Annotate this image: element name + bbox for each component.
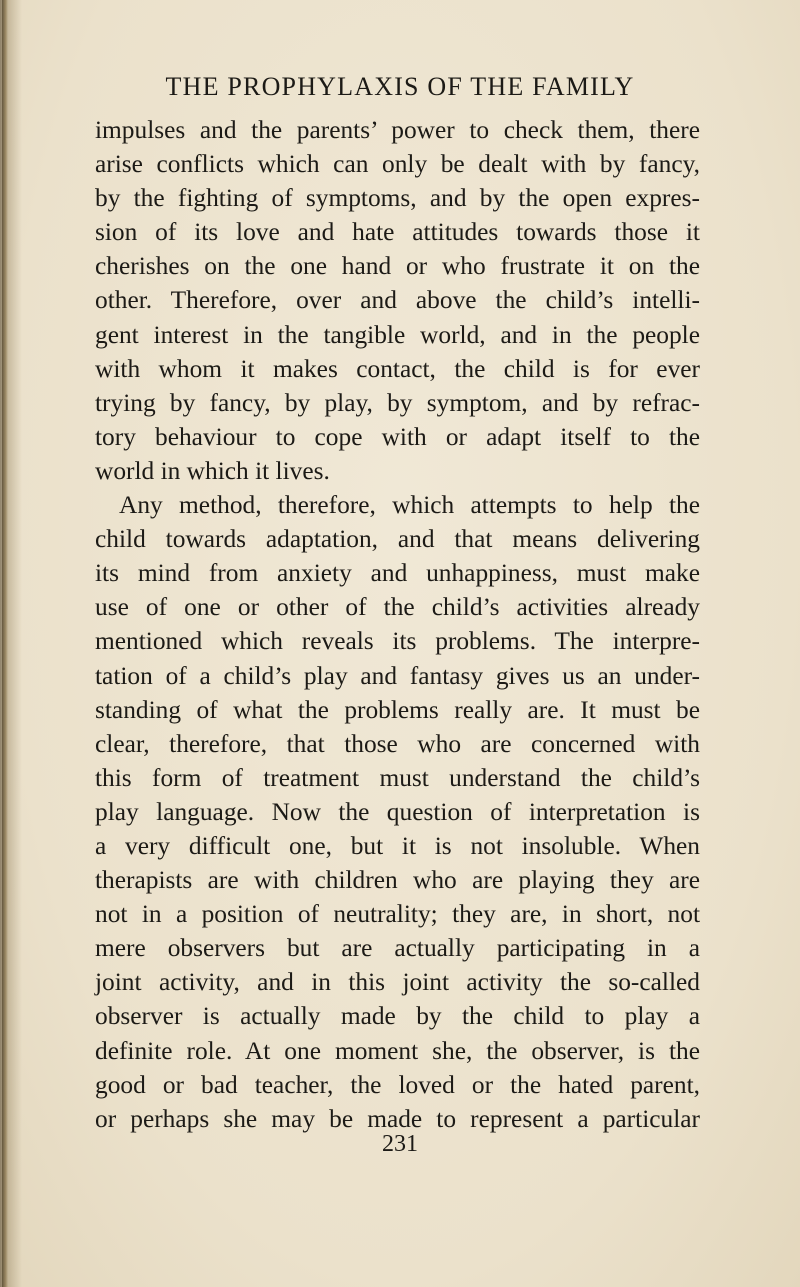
page-number: 231 [382, 1131, 418, 1157]
text-line: with whom it makes contact, the child is for ever [95, 354, 700, 383]
text-line: child towards adaptation, and that means delivering [95, 525, 700, 554]
text-line: standing of what the problems really are. It must be [95, 695, 700, 724]
text-line: tation of a child’s play and fantasy gives us an under- [95, 661, 700, 690]
text-line: sion of its love and hate attitudes towards those it [95, 218, 700, 247]
text-line: by the fighting of symptoms, and by the open expres- [95, 184, 700, 213]
paragraph-end-line: world in which it lives. [95, 456, 330, 485]
text-line: mentioned which reveals its problems. The interpre- [95, 627, 700, 656]
text-line: its mind from anxiety and unhappiness, must make [95, 559, 700, 588]
text-line: mere observers but are actually participating in a [95, 934, 700, 963]
text-line: cherishes on the one hand or who frustrate it on the [95, 252, 700, 281]
text-line: gent interest in the tangible world, and in the people [95, 320, 700, 349]
text-line: use of one or other of the child’s activities already [95, 593, 700, 622]
text-line: not in a position of neutrality; they are, in short, not [95, 900, 700, 929]
text-line: observer is actually made by the child to play a [95, 1002, 700, 1031]
text-line: other. Therefore, over and above the child’s intelli- [95, 286, 700, 315]
text-line: or perhaps she may be made to represent a particular [95, 1104, 700, 1133]
text-line: arise conflicts which can only be dealt with by fancy, [95, 150, 700, 179]
text-line: joint activity, and in this joint activity the so-called [95, 968, 700, 997]
page-gutter-shadow [2, 0, 8, 1287]
text-line: impulses and the parents’ power to check them, there [95, 116, 700, 144]
body-text [95, 113, 700, 1136]
text-line: tory behaviour to cope with or adapt itself to the [95, 422, 700, 451]
text-line: therapists are with children who are playing they are [95, 866, 700, 895]
text-line: this form of treatment must understand the child’s [95, 763, 700, 792]
text-line: trying by fancy, by play, by symptom, and by refrac- [95, 388, 700, 417]
text-line: clear, therefore, that those who are concerned with [95, 729, 700, 758]
text-line: a very difficult one, but it is not insoluble. When [95, 831, 700, 860]
paragraph-start-line: Any method, therefore, which attempts to help the [119, 491, 700, 520]
running-head: THE PROPHYLAXIS OF THE FAMILY [165, 72, 635, 101]
text-line: good or bad teacher, the loved or the hated parent, [95, 1070, 700, 1099]
text-line: definite role. At one moment she, the observer, is the [95, 1036, 700, 1065]
text-line: play language. Now the question of interpretation is [95, 797, 700, 826]
